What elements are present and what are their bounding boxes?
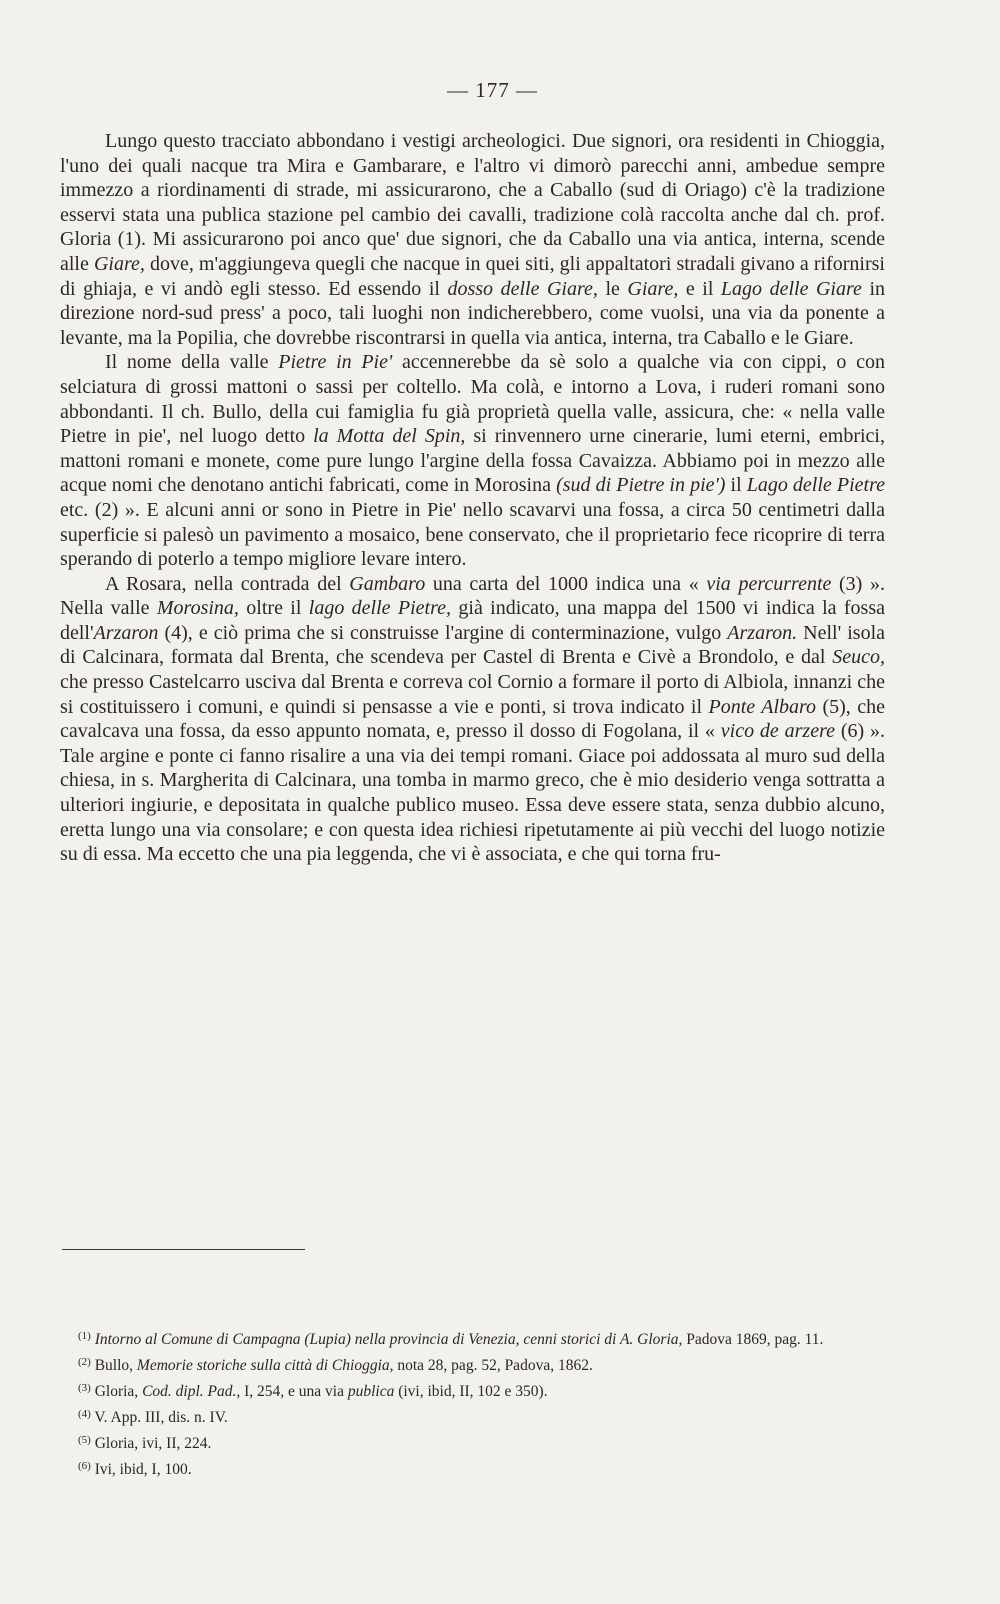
text-run: oltre il (238, 597, 309, 620)
italic-text-run: Ponte Albaro (708, 695, 817, 718)
italic-text-run: lago delle Pietre, (308, 597, 452, 620)
italic-text-run: Memorie storiche sulla città di Chioggia, (136, 1357, 394, 1374)
italic-text-run: Giare, (93, 252, 145, 275)
text-run: (3) ». Nella valle (60, 572, 885, 620)
footnote-mark: (2) (78, 1356, 91, 1368)
italic-text-run: Seuco, (832, 646, 885, 669)
paragraph-3 (60, 572, 885, 867)
footnote-mark: (3) (78, 1382, 91, 1394)
text-run: (ivi, ibid, II, 102 e 350). (394, 1383, 548, 1400)
italic-text-run: Arzaron (93, 621, 159, 644)
italic-text-run: la Motta del Spin, (313, 425, 466, 448)
text-run: V. App. III, dis. n. IV. (90, 1409, 228, 1426)
italic-text-run: Giare, (627, 277, 679, 300)
italic-text-run: dosso delle Giare, (447, 277, 598, 300)
italic-text-run: Cod. dipl. Pad., (142, 1383, 241, 1400)
italic-text-run: via percurrente (706, 572, 832, 595)
text-run: Nell' isola di Calcinara, formata dal Brenta, che scendeva per Castel di Brenta e Civè a Brondolo, e dal (60, 621, 886, 669)
text-run: Gloria, ivi, II, 224. (90, 1435, 212, 1452)
footnote-text (91, 1331, 824, 1348)
italic-text-run: Arzaron. (727, 621, 798, 644)
footnote-6 (62, 1455, 882, 1481)
footnote-separator (62, 1249, 305, 1250)
footnote-1 (62, 1325, 882, 1351)
footnote-4 (62, 1403, 882, 1429)
text-run: e il (678, 277, 721, 300)
footnote-mark: (6) (78, 1460, 91, 1472)
text-run: si rinvennero urne cinerarie, lumi eterni, embrici, mattoni romani e monete, come pure lungo l'argine della fossa Cavaizza. Abbiamo poi in mezzo alle acque nomi che denotano antichi fabricati, come in Morosina (60, 425, 885, 497)
text-run: accennerebbe da sè solo a qualche via con cippi, o con selciatura di grossi mattoni o sassi per coltello. Ma colà, e intorno a Lova, i ruderi romani sono abbondanti. Il ch. Bullo, della cui famiglia fu già proprietà quella valle, assicura, che: « nella valle Pietre in pie', nel luogo detto (60, 351, 885, 448)
italic-text-run: Morosina, (156, 597, 239, 620)
italic-text-run: vico de arzere (720, 720, 835, 743)
footnote-text (91, 1357, 593, 1374)
italic-text-run: Gambaro (349, 572, 426, 595)
text-run: Bullo, (90, 1357, 137, 1374)
footnotes (62, 1325, 882, 1481)
italic-text-run: (sud di Pietre in pie') (556, 474, 726, 497)
footnote-3 (62, 1377, 882, 1403)
footnote-mark: (4) (78, 1408, 91, 1420)
text-run: (4), e ciò prima che si construisse l'argine di conterminazione, vulgo (158, 621, 728, 644)
italic-text-run: Intorno al Comune di Campagna (Lupia) nella provincia di Venezia, cenni storici di A. Gloria, (94, 1331, 683, 1348)
text-run: I, 254, e una via (240, 1383, 348, 1400)
footnote-mark: (5) (78, 1434, 91, 1446)
paragraph-1 (60, 129, 885, 350)
footnote-2 (62, 1351, 882, 1377)
text-run: già indicato, una mappa del 1500 vi indica la fossa dell' (60, 597, 885, 644)
text-run: Ivi, ibid, I, 100. (90, 1461, 192, 1478)
footnote-text (91, 1409, 228, 1426)
footnote-5 (62, 1429, 882, 1455)
text-run: Padova 1869, pag. 11. (682, 1331, 824, 1348)
italic-text-run: Lago delle Pietre (746, 474, 885, 497)
text-run: che presso Castelcarro usciva dal Brenta e correva col Cornio a formare il porto di Albiola, innanzi che si costituissero i comuni, e quindi si pensasse a vie e ponti, si trova indicato il (60, 671, 885, 718)
text-run: A Rosara, nella contrada del (105, 572, 350, 595)
footnote-mark: (1) (78, 1330, 91, 1342)
text-run: Il nome della valle (105, 351, 279, 374)
page-number: — 177 — (447, 78, 538, 102)
italic-text-run: Lago delle Giare (720, 277, 862, 300)
text-run: dove, m'aggiungeva quegli che nacque in quei siti, gli appaltatori stradali givano a rifornirsi di ghiaja, e vi andò egli stesso. Ed essendo il (60, 252, 885, 300)
italic-text-run: Pietre in Pie' (278, 351, 393, 374)
text-run: le (597, 277, 628, 300)
text-run: in direzione nord-sud press' a poco, tali luoghi non indicherebbero, come vuolsi, una via da ponente a levante, ma la Popilia, che dovrebbe riscontrarsi in quella via antica, interna, tra Caballo e le Giare. (60, 277, 885, 349)
text-run: (5), che cavalcava una fossa, da esso appunto nomata, e, presso il dosso di Fogolana, il « (60, 695, 885, 743)
text-run: nota 28, pag. 52, Padova, 1862. (393, 1357, 593, 1374)
text-run: Gloria, (90, 1383, 143, 1400)
text-run: Lungo questo tracciato abbondano i vestigi archeologici. Due signori, ora residenti in Chioggia, l'uno dei quali nacque tra Mira e Gambarare, e l'altro vi dimorò parecchi anni, ambedue sempre immezzo a riordinamenti di strade, mi assicurarono, che a Caballo (sud di Oriago) c'è la tradizione esservi stata una publica stazione pel cambio dei cavalli, tradizione colà raccolta anche dal ch. prof. Gloria (1). Mi assicurarono poi anco que' due signori, che da Caballo una via antica, interna, scende alle (60, 130, 885, 275)
footnote-text (91, 1435, 212, 1452)
text-run: il (725, 474, 747, 497)
italic-text-run: publica (347, 1383, 395, 1400)
paragraph-2 (60, 350, 885, 571)
body-text (60, 129, 885, 867)
text-run: etc. (2) ». E alcuni anni or sono in Pietre in Pie' nello scavarvi una fossa, a circa 50 centimetri dalla superficie si palesò un pavimento a mosaico, bene conservato, che il proprietario fece ricoprire di terra sperando di poterlo a tempo migliore levare intero. (60, 498, 885, 571)
footnote-text (91, 1383, 548, 1400)
text-run: (6) ». Tale argine e ponte ci fanno risalire a una via dei tempi romani. Giace poi addossata al muro sud della chiesa, in s. Margherita di Calcinara, una tomba in marmo greco, che è mio desiderio venga sottratta a ulteriori ingiurie, e depositata in qualche publico museo. Essa deve essere stata, senza dubbio alcuno, eretta lungo una via consolare; e con questa idea richiesi ripetutamente ai più vecchi del luogo notizie su di essa. Ma eccetto che una pia leggenda, che vi è associata, e che qui torna fru- (60, 720, 885, 866)
text-run: una carta del 1000 indica una « (425, 572, 707, 595)
footnote-text (91, 1461, 192, 1478)
